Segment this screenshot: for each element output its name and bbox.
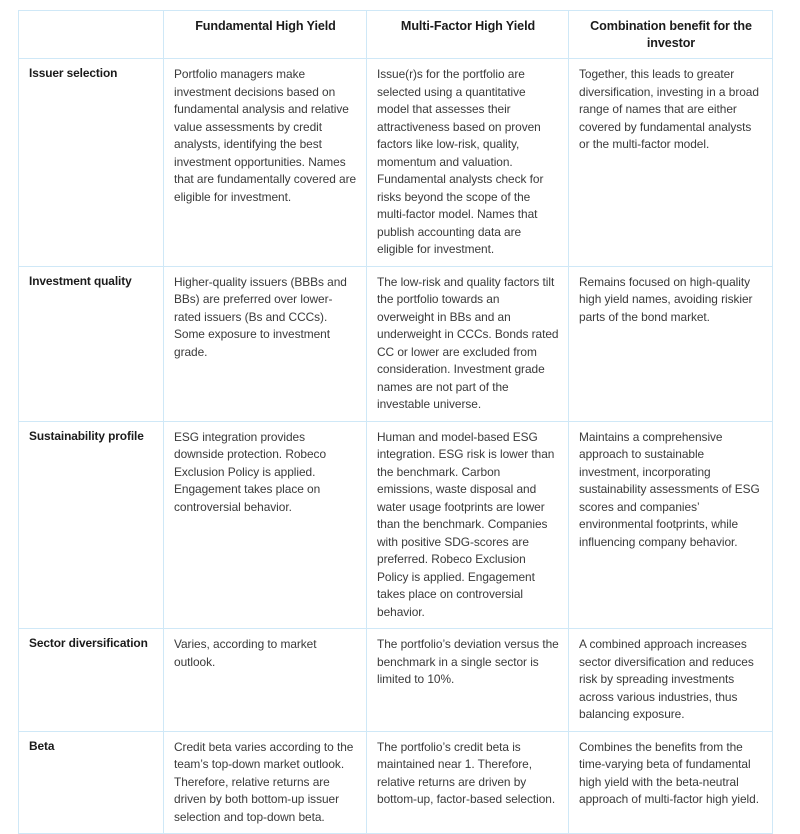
cell-combination xyxy=(569,421,773,629)
row-label-cell xyxy=(19,629,164,732)
cell-fundamental xyxy=(164,731,367,834)
cell-multifactor xyxy=(367,266,569,421)
cell-text: Combines the benefits from the time-varying beta of fundamental high yield with the beta-neutral approach of multi-factor high yield. xyxy=(579,739,759,807)
cell-multifactor xyxy=(367,59,569,267)
cell-combination xyxy=(569,731,773,834)
table-body xyxy=(19,59,773,834)
row-label: Sustainability profile xyxy=(29,428,144,443)
cell-combination xyxy=(569,629,773,732)
table-row xyxy=(19,421,773,629)
cell-fundamental xyxy=(164,421,367,629)
cell-text: Higher-quality issuers (BBBs and BBs) are preferred over lower-rated issuers (Bs and CCCs). Some exposure to investment grade. xyxy=(174,274,347,359)
header-label-multifactor: Multi-Factor High Yield xyxy=(400,19,536,33)
header-row xyxy=(19,11,773,59)
table-row xyxy=(19,266,773,421)
cell-combination xyxy=(569,59,773,267)
cell-text: Issue(r)s for the portfolio are selected using a quantitative model that assesses their attractiveness based on proven factors like low-risk, quality, momentum and valuation. Fundamental analysts check for risks beyond the scope of the multi-factor model. Names that publish accounting data are eligible for investment. xyxy=(377,67,544,257)
table-row xyxy=(19,731,773,834)
comparison-table xyxy=(18,10,773,834)
cell-text: Human and model-based ESG integration. ESG risk is lower than the benchmark. Carbon emissions, waste disposal and water usage footprints are lower than the benchmark. Companies with positive SDG-scores are preferred. Robeco Exclusion Policy is applied. Engagement takes place on controversial behavior. xyxy=(377,429,555,619)
header-cell-fundamental xyxy=(164,11,367,59)
row-label: Investment quality xyxy=(29,273,132,288)
header-label-fundamental: Fundamental High Yield xyxy=(195,19,336,33)
cell-multifactor xyxy=(367,421,569,629)
cell-fundamental xyxy=(164,59,367,267)
cell-text: Varies, according to market outlook. xyxy=(174,637,317,669)
table-header xyxy=(19,11,773,59)
comparison-table-container xyxy=(18,10,772,834)
cell-text: The portfolio’s credit beta is maintained near 1. Therefore, relative returns are driven by bottom-up, factor-based selection. xyxy=(377,739,556,807)
row-label: Issuer selection xyxy=(29,66,118,81)
cell-text: The low-risk and quality factors tilt the portfolio towards an overweight in BBs and an underweight in CCCs. Bonds rated CC or lower are excluded from consideration. Investment grade names are not part of the investable universe. xyxy=(377,274,559,412)
header-cell-corner xyxy=(19,11,164,59)
cell-text: Portfolio managers make investment decisions based on fundamental analysis and relative value assessments by credit analysts, identifying the best investment opportunities. Names that are fundamentally covered are eligible for investment. xyxy=(174,67,357,204)
cell-multifactor xyxy=(367,629,569,732)
table-row xyxy=(19,629,773,732)
cell-fundamental xyxy=(164,629,367,732)
header-cell-multifactor xyxy=(367,11,569,59)
row-label: Sector diversification xyxy=(29,636,148,651)
cell-text: ESG integration provides downside protection. Robeco Exclusion Policy is applied. Engagement takes place on controversial behavior. xyxy=(174,429,327,514)
header-label-combination: Combination benefit for the investor xyxy=(590,19,752,50)
row-label-cell xyxy=(19,731,164,834)
cell-multifactor xyxy=(367,731,569,834)
cell-text: The portfolio’s deviation versus the benchmark in a single sector is limited to 10%. xyxy=(377,637,559,687)
row-label-cell xyxy=(19,266,164,421)
cell-text: Together, this leads to greater diversification, investing in a broad range of names that are either covered by fundamental analysts or the multi-factor model. xyxy=(579,67,759,152)
cell-fundamental xyxy=(164,266,367,421)
row-label-cell xyxy=(19,421,164,629)
row-label-cell xyxy=(19,59,164,267)
cell-combination xyxy=(569,266,773,421)
cell-text: Credit beta varies according to the team’s top-down market outlook. Therefore, relative returns are driven by both bottom-up issuer selection and top-down beta. xyxy=(174,739,354,824)
cell-text: Maintains a comprehensive approach to sustainable investment, incorporating sustainability assessments of ESG scores and companies’ environmental footprints, while influencing company behavior. xyxy=(579,429,760,549)
table-row xyxy=(19,59,773,267)
cell-text: A combined approach increases sector diversification and reduces risk by spreading investments across various industries, thus balancing exposure. xyxy=(579,637,754,722)
header-cell-combination xyxy=(569,11,773,59)
row-label: Beta xyxy=(29,738,55,753)
cell-text: Remains focused on high-quality high yield names, avoiding riskier parts of the bond market. xyxy=(579,274,753,324)
